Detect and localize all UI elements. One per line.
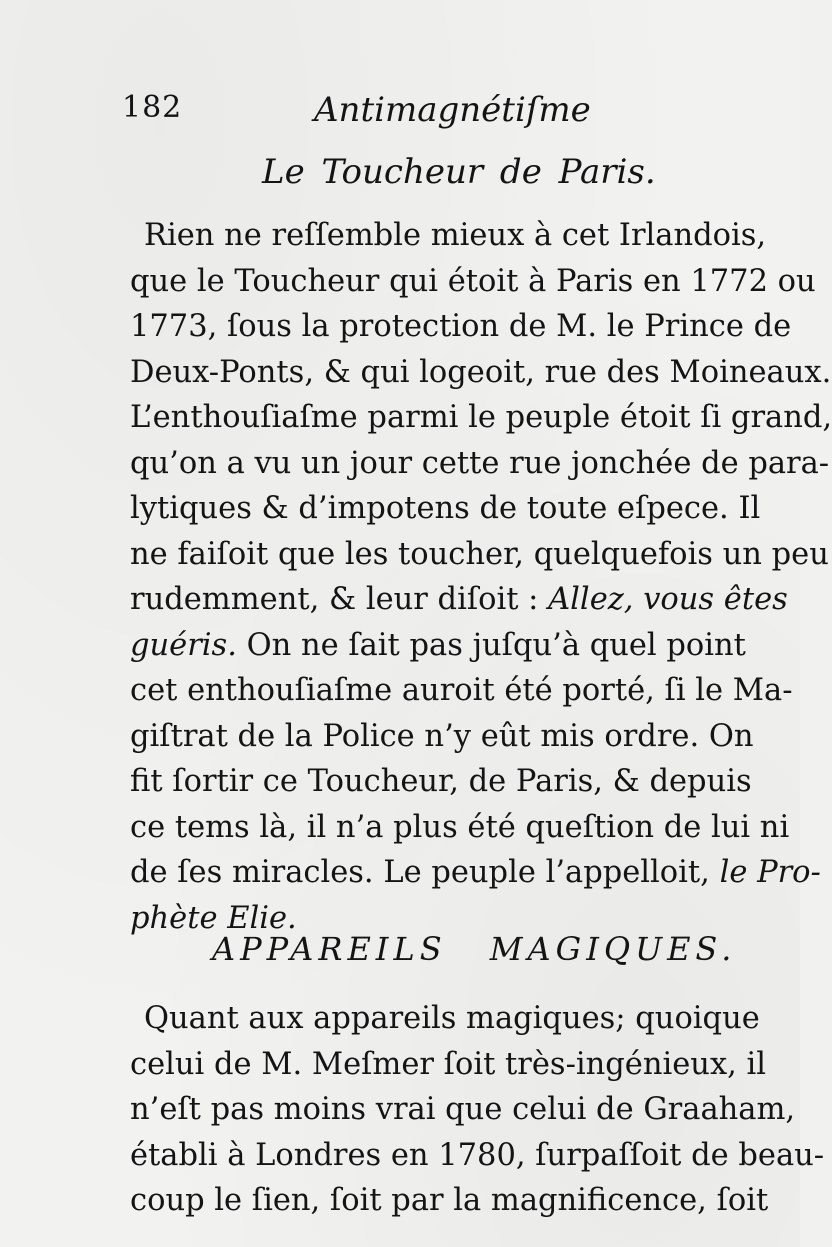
sub-heading-appareils: APPAREILS MAGIQUES. (212, 930, 737, 968)
text-line: coup le ſien, ſoit par la magnificence, ſoit (130, 1183, 769, 1218)
page-number: 182 (122, 90, 183, 125)
text-line: giſtrat de la Police n’y eût mis ordre. On (130, 718, 754, 754)
running-title: Antimagnétiſme (314, 90, 591, 130)
text-line: ce tems là, il n’a plus été queſtion de lui ni (130, 809, 790, 845)
text-line: Rien ne reſſemble mieux à cet Irlandois, (144, 218, 767, 253)
italic-elie: phète Elie. (130, 900, 297, 936)
text-line-start: de ſes miracles. Le peuple l’appelloit, (130, 855, 720, 890)
section-title: Le Toucheur de Paris. (262, 152, 656, 192)
text-line: fit ſortir ce Toucheur, de Paris, & depuis (130, 764, 752, 799)
page-header (118, 90, 738, 140)
text-line: celui de M. Meſmer ſoit très-ingénieux, il (130, 1046, 767, 1082)
text-line: Quant aux appareils magiques; quoique (144, 1001, 760, 1036)
text-line: Deux-Ponts, & qui logeoit, rue des Moineaux. (130, 354, 832, 390)
text-line (130, 623, 746, 669)
italic-prophete: le Pro- (719, 855, 821, 890)
text-line: ne faiſoit que les toucher, quelquefois un peu (130, 536, 829, 572)
italic-gueris: guéris. (130, 627, 237, 663)
text-line-rest: On ne ſait pas juſqu’à quel point (236, 627, 746, 663)
text-line: établi à Londres en 1780, ſurpaſſoit de beau- (130, 1137, 825, 1173)
paragraph-appareils (130, 996, 825, 1224)
text-line (130, 850, 821, 896)
text-line (130, 577, 788, 623)
text-line: n’eſt pas moins vrai que celui de Graaham, (130, 1092, 796, 1127)
text-line: lytiques & d’impotens de toute eſpece. Il (130, 491, 761, 526)
text-line: cet enthouſiaſme auroit été porté, ſi le Ma- (130, 673, 793, 708)
paragraph-toucheur (130, 213, 832, 941)
text-line: qu’on a vu un jour cette rue jonchée de para- (130, 445, 830, 481)
text-line: 1773, ſous la protection de M. le Prince de (130, 309, 792, 344)
text-line: que le Toucheur qui étoit à Paris en 1772 ou (130, 263, 816, 299)
text-line: L’enthouſiaſme parmi le peuple étoit ſi grand, (130, 400, 832, 435)
italic-quote: Allez, vous êtes (548, 582, 788, 617)
text-line-start: rudemment, & leur diſoit : (130, 582, 549, 617)
